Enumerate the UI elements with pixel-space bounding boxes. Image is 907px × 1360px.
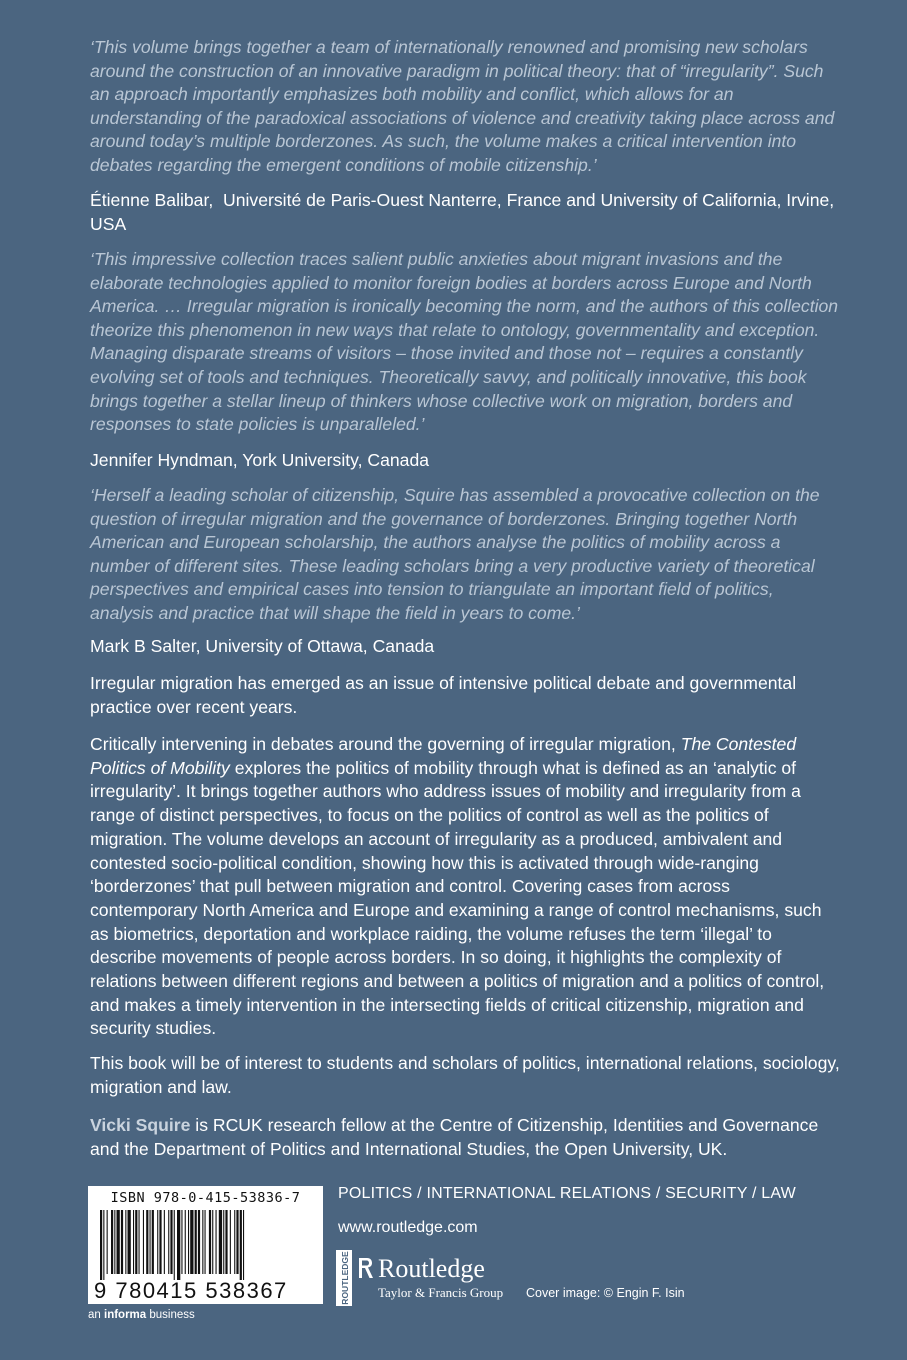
routledge-r-icon xyxy=(357,1257,374,1279)
routledge-vertical-text: ROUTLEDGE xyxy=(340,1251,350,1305)
barcode-bar xyxy=(174,1210,175,1280)
barcode-bar xyxy=(103,1210,104,1280)
barcode-bar xyxy=(190,1210,193,1274)
informa-business-label xyxy=(88,1309,195,1321)
informa-bold: informa xyxy=(104,1309,147,1321)
barcode-bar xyxy=(125,1210,126,1274)
barcode-bar xyxy=(143,1210,144,1274)
subject-categories: POLITICS / INTERNATIONAL RELATIONS / SECURITY / LAW xyxy=(338,1185,796,1202)
description-paragraph-1: Irregular migration has emerged as an issue of intensive political debate and governmental practice over recent years. xyxy=(90,673,797,717)
endorser-name-1: Étienne Balibar, xyxy=(90,190,214,210)
endorsement-quote-2: ‘This impressive collection traces salient public anxieties about migrant invasions and the elaborate technologies applied to monitor foreign bodies at borders across Europe and North America. … Irregular migration is ironically becoming the norm, and the authors of this collection theorize this phenomenon in new ways that relate to ontology, governmentality and exception. Managing disparate streams of visitors – those invited and those not – requires a constantly evolving set of tools and techniques. Theoretically savvy, and politically innovative, this book brings together a stellar lineup of thinkers whose collective work on migration, borders and responses to state policies is unparalleled.’ xyxy=(90,249,839,435)
description-p2-intro: Critically intervening in debates around the governing of irregular migration, xyxy=(90,734,681,754)
informa-suffix: business xyxy=(146,1309,195,1321)
barcode-bar xyxy=(219,1210,222,1274)
cover-image-credit: Cover image: © Engin F. Isin xyxy=(526,1286,685,1300)
barcode-bar xyxy=(117,1210,120,1274)
author-bio xyxy=(90,1114,842,1161)
publisher-group: Taylor & Francis Group xyxy=(378,1285,504,1300)
barcode-bar xyxy=(152,1210,154,1274)
barcode-bar xyxy=(164,1210,165,1274)
barcode-bar xyxy=(128,1210,131,1274)
barcode-bar xyxy=(139,1210,140,1274)
isbn-label: ISBN 978-0-415-53836-7 xyxy=(110,1190,301,1206)
barcode-bar xyxy=(111,1210,113,1274)
description-p2-body: explores the politics of mobility through what is defined as an ‘analytic of irregularity’. It brings together authors who address issues of mobility and irregularity from a range of distinct perspectives, to focus on the politics of control as well as the politics of migration. The volume develops an account of irregularity as a produced, ambivalent and contested socio-political condition, showing how this is activated through wide-ranging ‘borderzones’ that pull between migration and control. Covering cases from across contemporary North America and Europe and examining a range of control mechanisms, such as biometrics, deportation and workplace raiding, the volume refuses the term ‘illegal’ to describe movements of people across borders. In so doing, it highlights the complexity of relations between different regions and between a politics of migration and a politics of control, and makes a timely intervention in the intersecting fields of critical citizenship, migration and security studies. xyxy=(90,757,825,1039)
endorser-affiliation-3: , University of Ottawa, Canada xyxy=(195,636,435,656)
barcode-bar xyxy=(100,1210,102,1280)
barcode-bar xyxy=(195,1210,197,1274)
barcode-bar xyxy=(170,1210,172,1274)
endorser-affiliation-2: , York University, Canada xyxy=(232,450,430,470)
barcode-bars xyxy=(100,1210,312,1280)
endorsement-attribution-1 xyxy=(90,189,842,236)
author-bio-text: is RCUK research fellow at the Centre of Citizenship, Identities and Governance and the Department of Politics and International Studies, the Open University, UK. xyxy=(90,1115,819,1159)
barcode-bar xyxy=(209,1210,211,1274)
barcode-bar xyxy=(159,1210,161,1274)
barcode-bar xyxy=(135,1210,137,1274)
barcode-bar xyxy=(168,1210,169,1274)
barcode-bar xyxy=(202,1210,203,1274)
barcode-bar xyxy=(230,1210,231,1274)
barcode-bar xyxy=(157,1210,158,1274)
author-name: Vicki Squire xyxy=(90,1115,191,1135)
barcode-bar xyxy=(188,1210,189,1274)
barcode-bar xyxy=(177,1210,180,1280)
barcode-bar xyxy=(150,1210,151,1274)
endorsement-quote-1: ‘This volume brings together a team of internationally renowned and promising new scholars around the construction of an innovative paradigm in political theory: that of “irregularity”. Such an approach importantly emphasizes both mobility and conflict, which allows for an understanding of the paradoxical associations of violence and creativity taking place across and around today’s multiple borderzones. As such, the volume makes a critical intervention into debates regarding the emergent conditions of mobile citizenship.’ xyxy=(90,37,835,175)
barcode-bar xyxy=(146,1210,148,1274)
barcode-bar xyxy=(223,1210,224,1274)
informa-prefix: an xyxy=(88,1309,104,1321)
barcode-bar xyxy=(243,1210,244,1280)
barcode-bar xyxy=(240,1210,242,1280)
barcode-bar xyxy=(234,1210,235,1274)
barcode-bar xyxy=(225,1210,227,1274)
barcode-bar xyxy=(133,1210,134,1274)
barcode-bar xyxy=(121,1210,123,1274)
endorsement-quote-3: ‘Herself a leading scholar of citizenship, Squire has assembled a provocative collection on the question of irregular migration and the governance of borderzones. Bringing together North American and European scholarship, the authors analyse the politics of mobility across a number of different sites. These leading scholars bring a very productive variety of theoretical perspectives and empirical cases into tension to triangulate an important field of politics, analysis and practice that will shape the field in years to come.’ xyxy=(90,485,820,623)
barcode-bar xyxy=(205,1210,206,1274)
barcode-bar xyxy=(216,1210,217,1274)
description-paragraph-2 xyxy=(90,733,842,1041)
barcode-bar xyxy=(212,1210,213,1274)
barcode-bar xyxy=(107,1210,108,1274)
routledge-vertical-logo-icon xyxy=(336,1250,352,1306)
barcode-bar xyxy=(114,1210,115,1274)
description-paragraph-3: This book will be of interest to students and scholars of politics, international relations, sociology, migration and law. xyxy=(90,1053,840,1097)
barcode-number: 9 780415 538367 xyxy=(94,1278,288,1303)
barcode-bar xyxy=(236,1210,238,1274)
endorsement-attribution-3 xyxy=(90,635,842,659)
endorsement-attribution-2 xyxy=(90,449,842,473)
barcode-bar xyxy=(181,1210,182,1274)
barcode-bar xyxy=(185,1210,186,1274)
isbn-barcode xyxy=(88,1186,323,1304)
publisher-name: Routledge xyxy=(378,1254,485,1283)
barcode-bar xyxy=(198,1210,200,1274)
book-title: The Contested Politics of Mobility xyxy=(90,734,797,778)
endorser-name-2: Jennifer Hyndman xyxy=(90,450,233,470)
endorser-name-3: Mark B Salter xyxy=(90,636,196,656)
endorser-affiliation-1: Université de Paris-Ouest Nanterre, France and University of California, Irvine, USA xyxy=(90,190,840,234)
publisher-website[interactable]: www.routledge.com xyxy=(338,1219,478,1236)
